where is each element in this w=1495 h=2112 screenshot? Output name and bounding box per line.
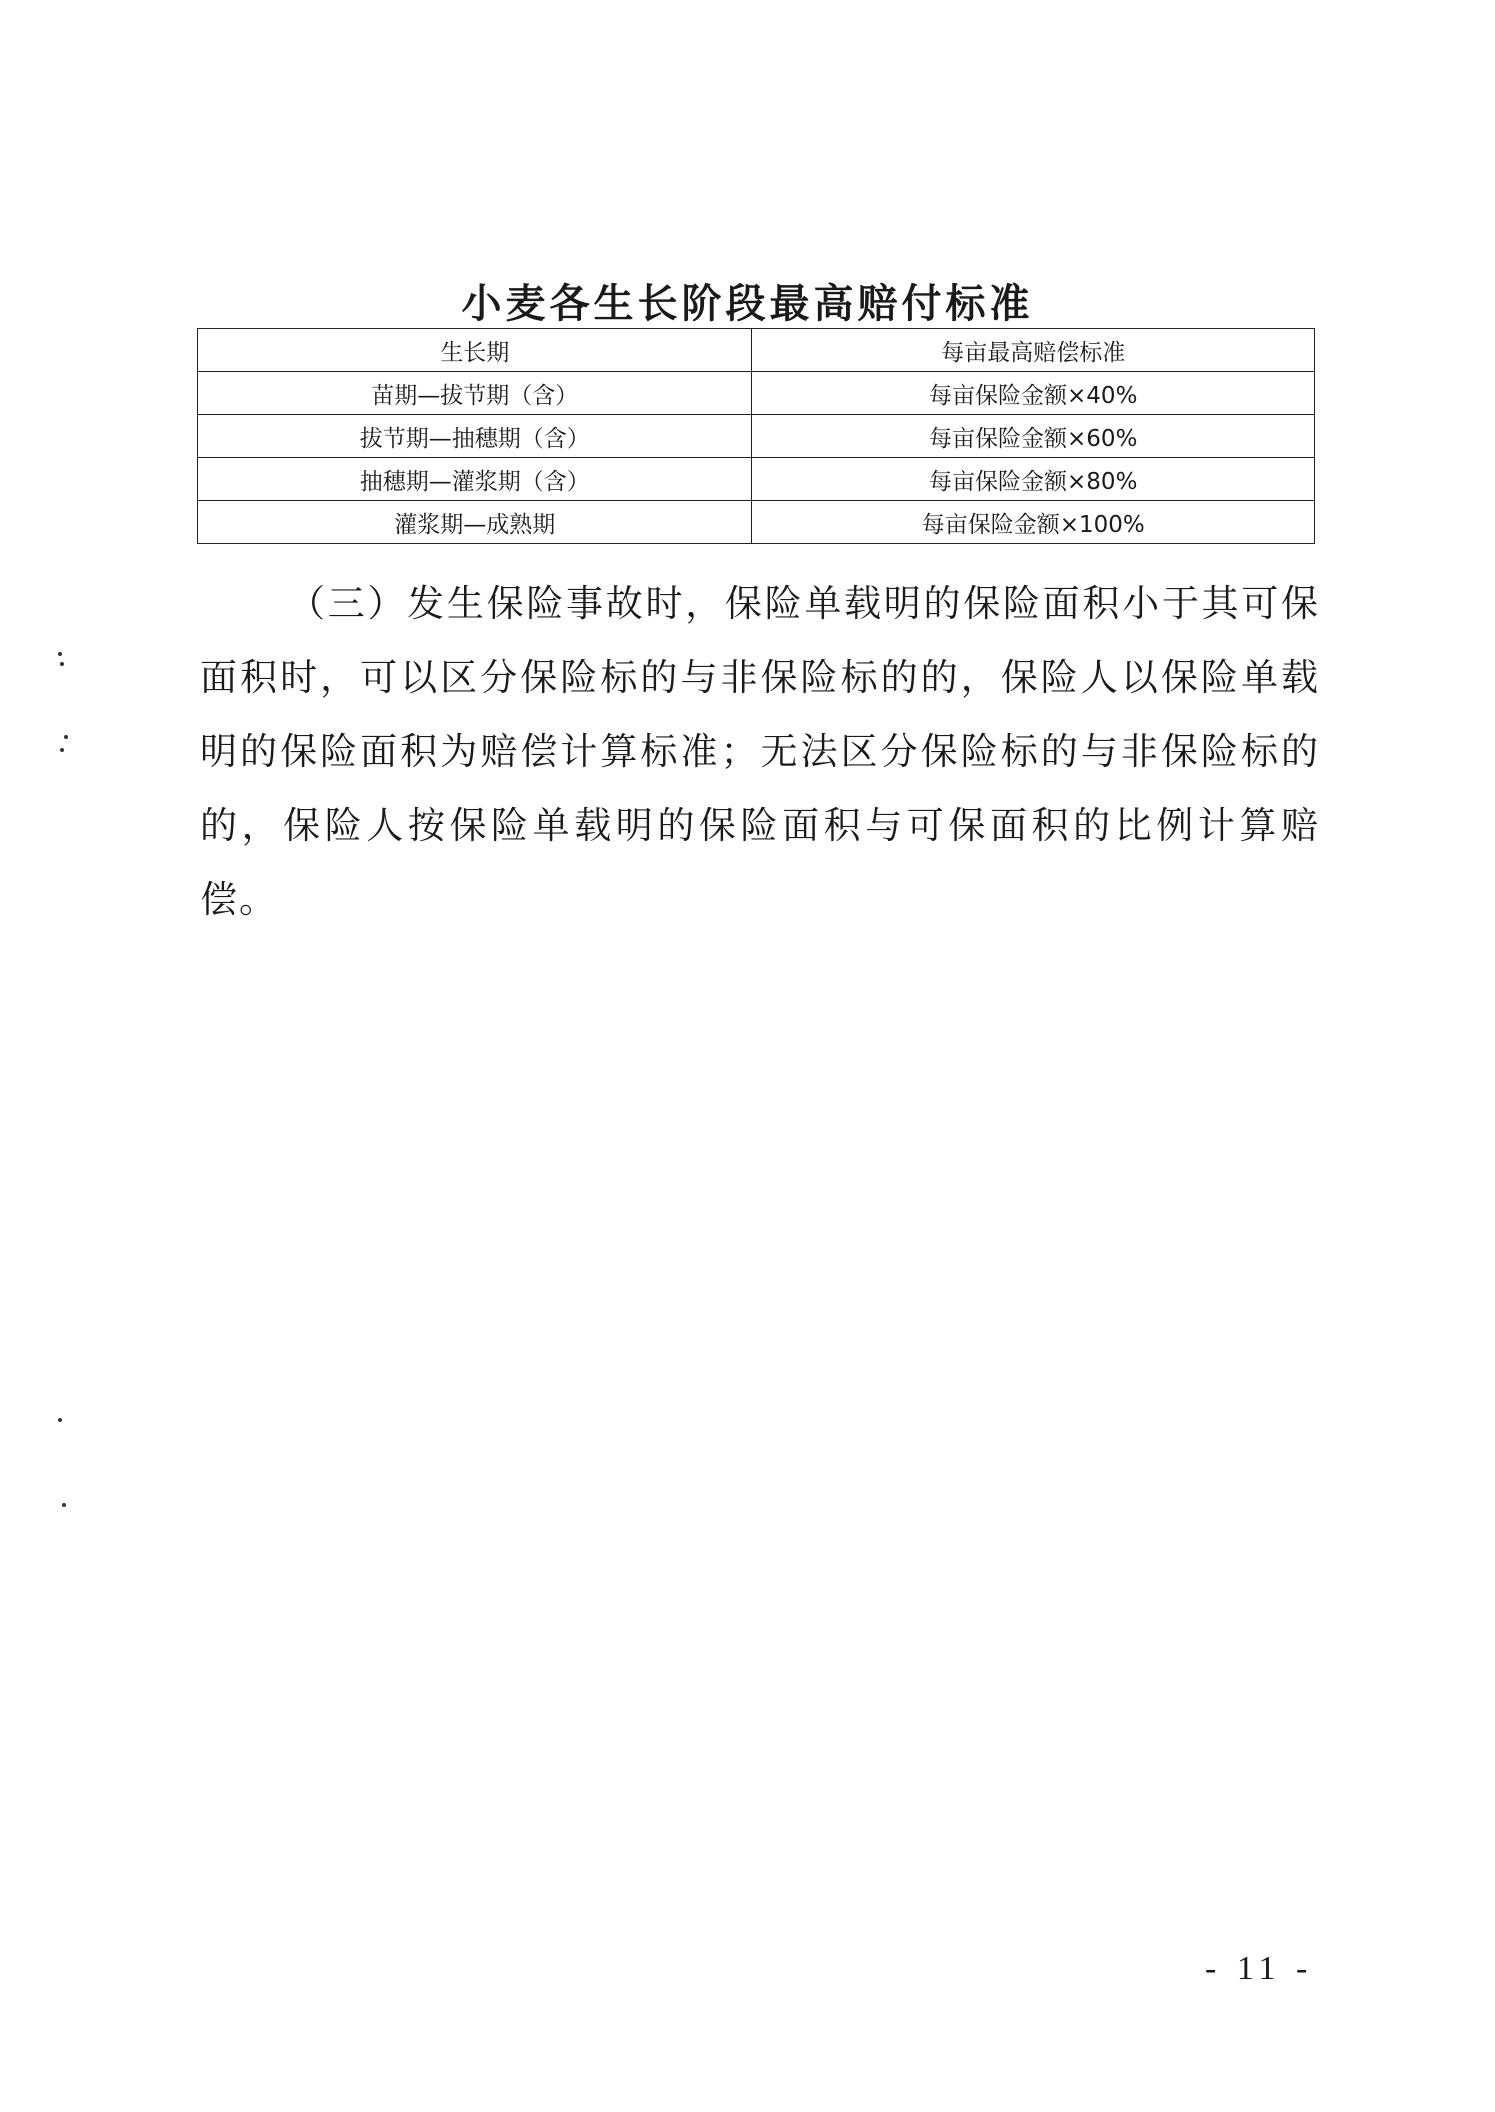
scan-speck [60, 748, 64, 752]
growth-stage-cell: 抽穗期—灌浆期（含） [198, 458, 752, 501]
compensation-cell: 每亩保险金额×100% [752, 501, 1315, 544]
compensation-cell: 每亩保险金额×80% [752, 458, 1315, 501]
compensation-cell: 每亩保险金额×40% [752, 372, 1315, 415]
scan-speck [64, 735, 68, 739]
growth-stage-cell: 苗期—拔节期（含） [198, 372, 752, 415]
scan-speck [60, 662, 64, 666]
scan-speck [62, 1503, 66, 1507]
table-row [198, 372, 1315, 415]
table-row [198, 458, 1315, 501]
body-paragraph: （三）发生保险事故时，保险单载明的保险面积小于其可保面积时，可以区分保险标的与非保险标的的，保险人以保险单载明的保险面积为赔偿计算标准；无法区分保险标的与非保险标的的，保险人按保险单载明的保险面积与可保面积的比例计算赔偿。 [200, 582, 1320, 921]
table-row [198, 501, 1315, 544]
table-title: 小麦各生长阶段最高赔付标准 [461, 280, 1034, 327]
page-number: - 11 - [1205, 1950, 1314, 1987]
header-growth-stage: 生长期 [198, 329, 752, 372]
growth-stage-cell: 拔节期—抽穗期（含） [198, 415, 752, 458]
growth-stage-cell: 灌浆期—成熟期 [198, 501, 752, 544]
compensation-table [197, 328, 1315, 544]
scan-speck [58, 652, 62, 656]
table-header-row [198, 329, 1315, 372]
scan-speck [58, 1418, 62, 1422]
body-paragraph-container [200, 567, 1320, 937]
header-max-compensation: 每亩最高赔偿标准 [752, 329, 1315, 372]
compensation-cell: 每亩保险金额×60% [752, 415, 1315, 458]
table-row [198, 415, 1315, 458]
